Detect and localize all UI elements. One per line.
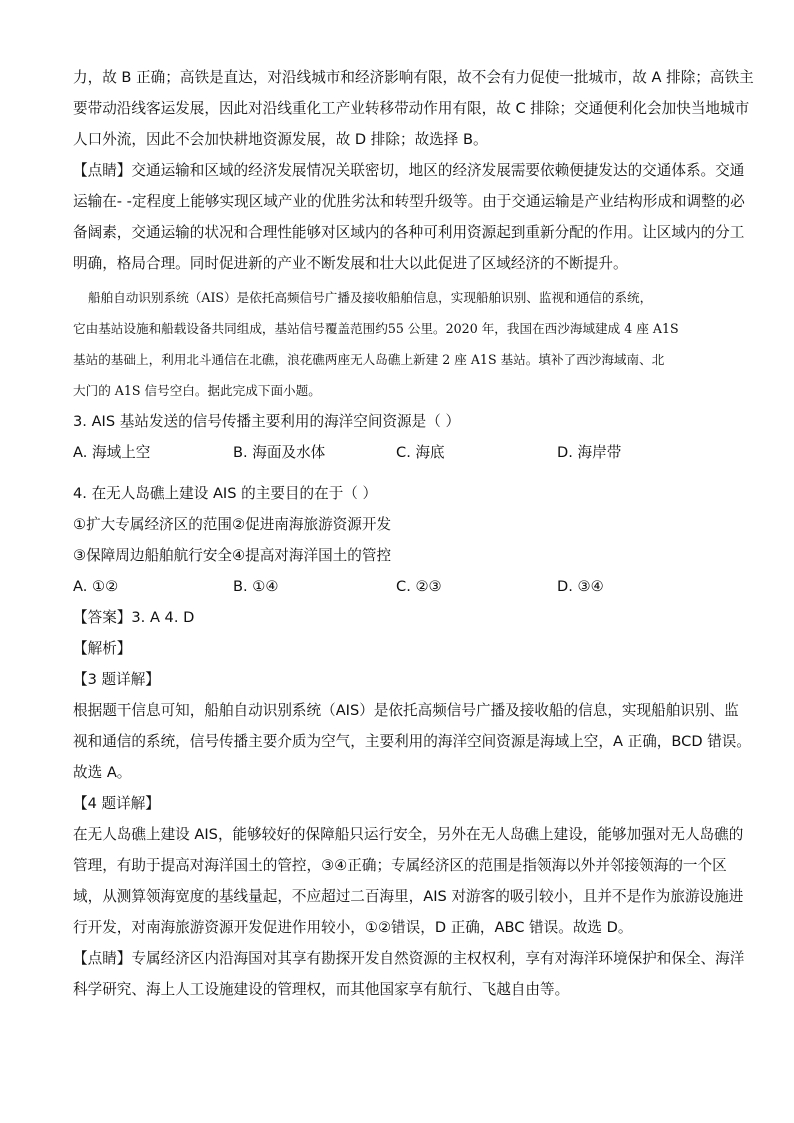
question-3-option-c: C. 海底 [396, 444, 445, 461]
detail-4-heading: 【4 题详解】 [73, 795, 160, 812]
material-line: 基站的基础上，利用北斗通信在北礁，浪花礁两座无人岛礁上新建 2 座 A1S 基站。填补了西沙海域南、北 [73, 352, 665, 367]
comment-2-line: 科学研究、海上人工设施建设的管理权，而其他国家享有航行、飞越自由等。 [73, 981, 570, 998]
detail-3-line: 故选 A。 [73, 764, 132, 781]
question-4-option-d: D. ③④ [557, 578, 604, 595]
material-line: 它由基站设施和船载设备共同组成，基站信号覆盖范围约55 公里。2020 年，我国在西沙海域建成 4 座 A1S [73, 321, 679, 336]
question-3-option-d: D. 海岸带 [557, 444, 622, 461]
detail-3-heading: 【3 题详解】 [73, 671, 160, 688]
answer-line: 【答案】3. A 4. D [73, 609, 195, 626]
detail-3-line: 视和通信的系统，信号传播主要介质为空气，主要利用的海洋空间资源是海域上空，A 正确，BCD 错误。 [73, 733, 751, 750]
detail-4-line: 域，从测算领海宽度的基线量起，不应超过二百海里，AIS 对游客的吸引较小，且并不是作为旅游设施进 [73, 888, 744, 905]
analysis-label: 【解析】 [73, 640, 132, 657]
paragraph-1-line: 要带动沿线客运发展，因此对沿线重化工产业转移带动作用有限，故 C 排除；交通便利化会加快当地城市 [73, 100, 750, 117]
comment-1-line: 运输在- -定程度上能够实现区域产业的优胜劣汰和转型升级等。由于交通运输是产业结构形成和调整的必 [73, 193, 745, 210]
question-3-option-a: A. 海域上空 [73, 444, 151, 461]
question-4-option-a: A. ①② [73, 578, 119, 595]
detail-4-line: 行开发，对南海旅游资源开发促进作用较小，①②错误，D 正确，ABC 错误。故选 D。 [73, 919, 633, 936]
question-4-stem: 4. 在无人岛礁上建设 AIS 的主要目的在于（ ） [73, 485, 378, 502]
question-3-stem: 3. AIS 基站发送的信号传播主要利用的海洋空间资源是（ ） [73, 413, 461, 430]
paragraph-1-line: 人口外流，因此不会加快耕地资源发展，故 D 排除；故选择 B。 [73, 131, 488, 148]
question-4-option-b: B. ①④ [233, 578, 279, 595]
detail-4-line: 在无人岛礁上建设 AIS，能够较好的保障船只运行安全，另外在无人岛礁上建设，能够加强对无人岛礁的 [73, 826, 744, 843]
question-4-option-c: C. ②③ [396, 578, 442, 595]
material-line: 船舶自动识别系统（AIS）是依托高频信号广播及接收船舶信息，实现船舶识别、监视和通信的系统， [88, 290, 653, 305]
detail-3-line: 根据题干信息可知，船舶自动识别系统（AIS）是依托高频信号广播及接收船的信息，实现船舶识别、监 [73, 702, 739, 719]
comment-1-line: 明确，格局合理。同时促进新的产业不断发展和壮大以此促进了区域经济的不断提升。 [73, 255, 628, 272]
comment-2-line: 【点睛】专属经济区内沿海国对其享有勘探开发自然资源的主权权利，享有对海洋环境保护和保全、海洋 [73, 950, 745, 967]
question-4-item: ③保障周边船舶航行安全④提高对海洋国土的管控 [73, 547, 392, 564]
comment-1-line: 备阔素，交通运输的状况和合理性能够对区域内的各种可利用资源起到重新分配的作用。让区域内的分工 [73, 224, 745, 241]
question-4-item: ①扩大专属经济区的范围②促进南海旅游资源开发 [73, 516, 392, 533]
paragraph-1-line: 力，故 B 正确；高铁是直达，对沿线城市和经济影响有限，故不会有力促使一批城市，故 A 排除；高铁主 [73, 69, 754, 86]
comment-1-line: 【点睛】交通运输和区域的经济发展情况关联密切，地区的经济发展需要依赖便捷发达的交通体系。交通 [73, 162, 745, 179]
detail-4-line: 管理，有助于提高对海洋国土的管控，③④正确；专属经济区的范围是指领海以外并邻接领海的一个区 [73, 857, 727, 874]
question-3-option-b: B. 海面及水体 [233, 444, 326, 461]
material-line: 大门的 A1S 信号空白。据此完成下面小题。 [73, 383, 321, 398]
